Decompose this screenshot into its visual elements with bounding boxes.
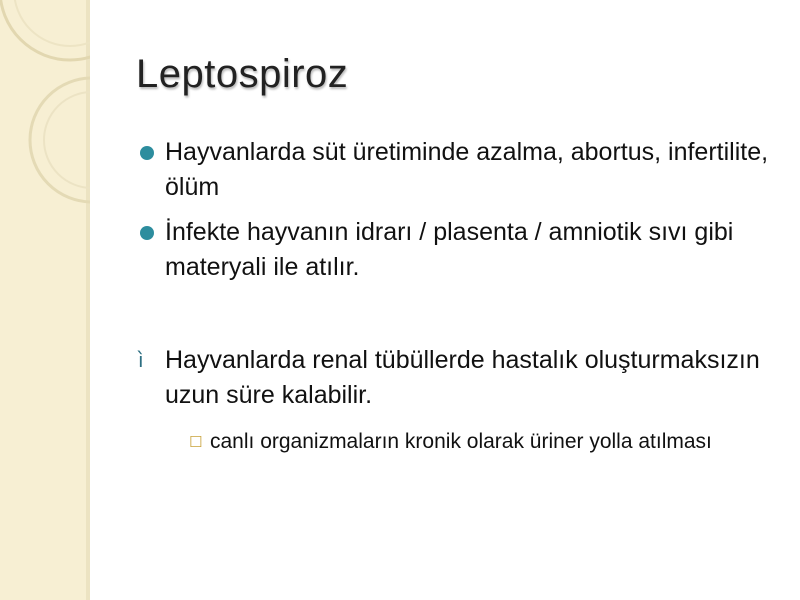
sub-bullet-item — [189, 427, 770, 457]
bullet-item — [138, 343, 780, 413]
bullet-dot-icon — [140, 226, 154, 240]
sub-bullet-glyph-icon: ☐ — [189, 433, 203, 451]
slide-title: Leptospiroz — [136, 52, 349, 96]
bullet-dot-icon — [140, 146, 154, 160]
decorative-circles — [0, 0, 90, 600]
bullet-text: Hayvanlarda süt üretiminde azalma, abortus, infertilite, ölüm — [165, 138, 769, 201]
bullet-item — [165, 215, 780, 285]
bullet-glyph-icon: ì — [138, 348, 144, 372]
bullet-item — [165, 135, 780, 205]
bullet-text: İnfekte hayvanın idrarı / plasenta / amniotik sıvı gibi materyali ile atılır. — [165, 218, 734, 281]
sub-bullet-text: canlı organizmaların kronik olarak üriner yolla atılması — [210, 430, 712, 453]
bullet-text: Hayvanlarda renal tübüllerde hastalık oluşturmaksızın uzun süre kalabilir. — [165, 346, 760, 409]
